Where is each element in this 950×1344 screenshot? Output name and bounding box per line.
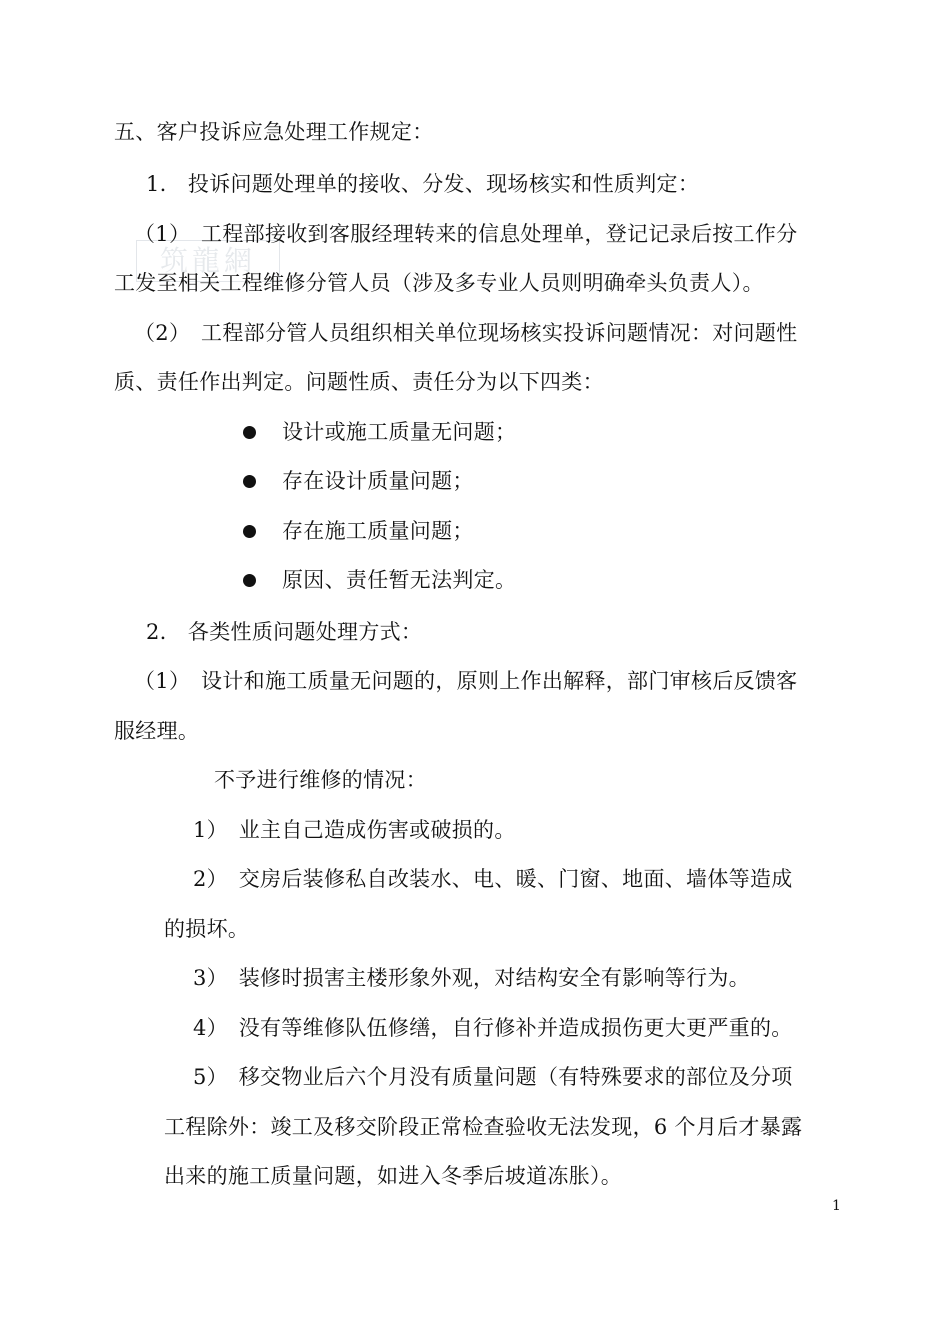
case-5-line3: 出来的施工质量问题，如进入冬季后坡道冻胀）。 [164, 1164, 623, 1188]
page-number: 1 [832, 1198, 841, 1214]
bullet-dot-icon [243, 574, 256, 587]
section2-item1-line2: 服经理。 [114, 719, 200, 743]
case-1: 1） 业主自己造成伤害或破损的。 [193, 818, 516, 842]
section2-title: 2. 各类性质问题处理方式： [146, 620, 423, 644]
case-2-line1: 2） 交房后装修私自改装水、电、暖、门窗、地面、墙体等造成 [193, 867, 793, 891]
section-heading: 五、客户投诉应急处理工作规定： [114, 120, 434, 144]
case-5-line2: 工程除外：竣工及移交阶段正常检查验收无法发现，6 个月后才暴露 [164, 1115, 803, 1139]
section2-item1-line1: （1） 设计和施工质量无问题的，原则上作出解释，部门审核后反馈客 [134, 669, 798, 693]
bullet-dot-icon [243, 475, 256, 488]
bullet-item: 设计或施工质量无问题； [282, 420, 517, 444]
bullet-item: 原因、责任暂无法判定。 [282, 568, 517, 592]
bullet-item: 存在施工质量问题； [282, 519, 474, 543]
section1-item2-line1: （2） 工程部分管人员组织相关单位现场核实投诉问题情况：对问题性 [134, 321, 798, 345]
case-3: 3） 装修时损害主楼形象外观，对结构安全有影响等行为。 [193, 966, 750, 990]
watermark-stamp: 筑龍網 [136, 240, 280, 282]
section1-item1-line2: 工发至相关工程维修分管人员（涉及多专业人员则明确牵头负责人）。 [114, 271, 764, 295]
section1-item2-line2: 质、责任作出判定。问题性质、责任分为以下四类： [114, 370, 604, 394]
case-5-line1: 5） 移交物业后六个月没有质量问题（有特殊要求的部位及分项 [193, 1065, 793, 1089]
bullet-dot-icon [243, 426, 256, 439]
no-repair-subheading: 不予进行维修的情况： [214, 768, 427, 792]
bullet-item: 存在设计质量问题； [282, 469, 474, 493]
bullet-dot-icon [243, 525, 256, 538]
case-2-line2: 的损坏。 [164, 917, 250, 941]
section1-item1-line1: （1） 工程部接收到客服经理转来的信息处理单，登记记录后按工作分 [134, 222, 798, 246]
case-4: 4） 没有等维修队伍修缮，自行修补并造成损伤更大更严重的。 [193, 1016, 793, 1040]
section1-title: 1. 投诉问题处理单的接收、分发、现场核实和性质判定： [146, 172, 700, 196]
